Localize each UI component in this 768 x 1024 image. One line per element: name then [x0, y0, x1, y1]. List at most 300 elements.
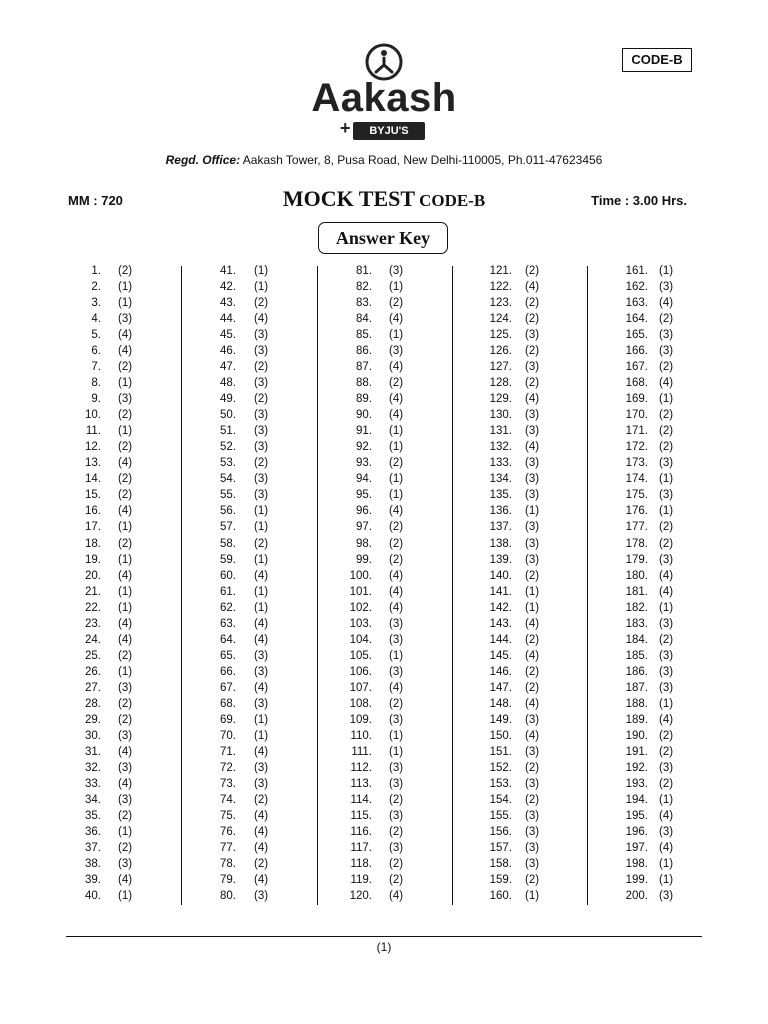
answer-option: (3) [525, 489, 540, 502]
question-number: 22. [85, 601, 101, 614]
answer-option: (2) [254, 858, 269, 871]
answer-option: (4) [389, 361, 404, 374]
answer-option: (3) [118, 393, 133, 406]
answer-option: (3) [254, 697, 269, 710]
question-number: 131. [489, 425, 512, 438]
question-number: 67. [220, 681, 236, 694]
column-divider [181, 266, 182, 905]
column-divider [587, 266, 588, 905]
question-number: 76. [220, 826, 236, 839]
answer-option: (2) [118, 842, 133, 855]
registered-office-line [0, 153, 768, 167]
question-number: 166. [625, 345, 648, 358]
question-number: 83. [356, 297, 372, 310]
question-number: 58. [220, 537, 236, 550]
question-number: 101. [349, 585, 372, 598]
answer-option: (3) [118, 681, 133, 694]
question-number: 89. [356, 393, 372, 406]
question-number: 30. [85, 729, 101, 742]
question-number: 128. [489, 377, 512, 390]
answer-option: (3) [659, 826, 674, 839]
question-number: 139. [489, 553, 512, 566]
question-number: 187. [625, 681, 648, 694]
question-number: 57. [220, 521, 236, 534]
answer-option: (2) [118, 697, 133, 710]
question-number: 197. [625, 842, 648, 855]
answer-option: (2) [525, 313, 540, 326]
answer-option: (3) [525, 329, 540, 342]
answer-option: (1) [389, 329, 404, 342]
question-number: 180. [625, 569, 648, 582]
answer-option: (4) [389, 393, 404, 406]
question-number: 109. [349, 713, 372, 726]
answer-option: (1) [525, 505, 540, 518]
answer-option: (2) [118, 473, 133, 486]
answer-option: (2) [118, 265, 133, 277]
answer-option: (3) [525, 810, 540, 823]
logo-wordmark: Aakash [311, 76, 457, 120]
answer-option: (3) [525, 826, 540, 839]
answer-option: (3) [525, 537, 540, 550]
answer-option: (3) [525, 473, 540, 486]
answer-option: (4) [389, 681, 404, 694]
question-number: 141. [489, 585, 512, 598]
answer-option: (2) [659, 313, 674, 326]
question-number: 81. [356, 265, 372, 277]
question-number: 126. [489, 345, 512, 358]
answer-option: (2) [389, 858, 404, 871]
question-number: 82. [356, 281, 372, 294]
answer-option: (2) [389, 537, 404, 550]
question-number: 130. [489, 409, 512, 422]
question-number: 146. [489, 665, 512, 678]
answer-option: (2) [525, 793, 540, 806]
question-number: 194. [625, 793, 648, 806]
question-number: 93. [356, 457, 372, 470]
regd-office-address: Aakash Tower, 8, Pusa Road, New Delhi-110005, Ph.011-47623456 [240, 153, 603, 167]
question-number: 193. [625, 777, 648, 790]
question-number: 77. [220, 842, 236, 855]
answer-option: (2) [118, 489, 133, 502]
question-number: 121. [489, 265, 512, 277]
question-number: 158. [489, 858, 512, 871]
question-number: 27. [85, 681, 101, 694]
answer-option: (1) [389, 649, 404, 662]
answer-option: (2) [389, 826, 404, 839]
question-number: 50. [220, 409, 236, 422]
answer-option: (2) [659, 441, 674, 454]
question-number: 189. [625, 713, 648, 726]
answer-option: (1) [254, 281, 269, 294]
question-number: 49. [220, 393, 236, 406]
answer-option: (4) [659, 713, 674, 726]
answer-option: (1) [254, 585, 269, 598]
answer-option: (2) [254, 537, 269, 550]
question-number: 185. [625, 649, 648, 662]
answer-option: (3) [525, 745, 540, 758]
question-number: 78. [220, 858, 236, 871]
answer-option: (2) [659, 409, 674, 422]
question-number: 134. [489, 473, 512, 486]
question-number: 84. [356, 313, 372, 326]
answer-option: (2) [118, 713, 133, 726]
question-number: 160. [489, 890, 512, 903]
answer-option: (2) [389, 297, 404, 310]
answer-option: (1) [118, 425, 133, 438]
answer-option: (1) [389, 473, 404, 486]
question-number: 11. [85, 425, 101, 438]
question-number: 136. [489, 505, 512, 518]
code-label-box: CODE-B [622, 48, 692, 72]
question-number: 170. [625, 409, 648, 422]
question-number: 143. [489, 617, 512, 630]
answer-option: (3) [659, 457, 674, 470]
question-number: 74. [220, 793, 236, 806]
question-number: 184. [625, 633, 648, 646]
answer-option: (3) [254, 409, 269, 422]
answer-option: (2) [389, 553, 404, 566]
question-number: 114. [350, 793, 372, 806]
title-main: MOCK TEST [282, 186, 416, 211]
question-number: 178. [625, 537, 648, 550]
answer-option: (4) [659, 377, 674, 390]
question-number: 6. [91, 345, 101, 358]
answer-option: (3) [389, 713, 404, 726]
answer-option: (4) [525, 649, 540, 662]
answer-option: (1) [659, 601, 674, 614]
answer-option: (1) [659, 874, 674, 887]
answer-option: (1) [525, 601, 540, 614]
answer-option: (1) [389, 281, 404, 294]
answer-option: (1) [118, 826, 133, 839]
answer-option: (4) [525, 617, 540, 630]
answer-option: (3) [118, 313, 133, 326]
answer-option: (3) [525, 842, 540, 855]
answer-option: (2) [118, 441, 133, 454]
question-number: 161. [625, 265, 648, 277]
question-number: 38. [85, 858, 101, 871]
question-number: 87. [356, 361, 372, 374]
column-divider [452, 266, 453, 905]
answer-option: (3) [525, 521, 540, 534]
question-number: 39. [85, 874, 101, 887]
answer-option: (4) [659, 569, 674, 582]
answer-option: (2) [659, 745, 674, 758]
question-number: 108. [349, 697, 372, 710]
answer-option: (1) [659, 265, 674, 277]
question-number: 96. [356, 505, 372, 518]
question-number: 119. [350, 874, 372, 887]
question-number: 124. [489, 313, 512, 326]
answer-option: (4) [254, 810, 269, 823]
question-number: 52. [220, 441, 236, 454]
answer-option: (3) [254, 345, 269, 358]
answer-option: (3) [525, 361, 540, 374]
question-number: 168. [625, 377, 648, 390]
question-number: 41. [220, 265, 236, 277]
answer-option: (4) [254, 617, 269, 630]
answer-option: (2) [525, 265, 540, 277]
answer-option: (2) [254, 297, 269, 310]
question-number: 104. [349, 633, 372, 646]
answer-option: (2) [389, 377, 404, 390]
question-number: 2. [91, 281, 101, 294]
answer-option: (4) [525, 281, 540, 294]
question-number: 97. [356, 521, 372, 534]
question-number: 144. [489, 633, 512, 646]
answer-option: (2) [254, 393, 269, 406]
question-number: 103. [349, 617, 372, 630]
question-number: 140. [489, 569, 512, 582]
answer-option: (1) [254, 601, 269, 614]
answer-option: (4) [118, 345, 133, 358]
question-number: 51. [220, 425, 236, 438]
answer-option: (3) [118, 729, 133, 742]
question-number: 149. [489, 713, 512, 726]
question-number: 34. [85, 793, 101, 806]
question-number: 118. [350, 858, 372, 871]
question-number: 66. [220, 665, 236, 678]
time-duration: Time : 3.00 Hrs. [591, 193, 687, 208]
question-number: 196. [625, 826, 648, 839]
footer-rule [66, 936, 702, 937]
answer-option: (1) [254, 265, 269, 277]
max-marks: MM : 720 [68, 193, 123, 208]
question-number: 55. [220, 489, 236, 502]
answer-option: (1) [118, 585, 133, 598]
question-number: 3. [91, 297, 101, 310]
question-number: 120. [349, 890, 372, 903]
answer-option: (2) [118, 361, 133, 374]
question-number: 79. [220, 874, 236, 887]
answer-option: (2) [659, 521, 674, 534]
answer-option: (1) [659, 697, 674, 710]
question-number: 1. [91, 265, 101, 277]
answer-option: (2) [659, 425, 674, 438]
question-number: 59. [220, 553, 236, 566]
answer-option: (3) [118, 761, 133, 774]
answer-option: (3) [659, 329, 674, 342]
question-number: 88. [356, 377, 372, 390]
question-number: 73. [220, 777, 236, 790]
answer-option: (3) [659, 553, 674, 566]
question-number: 16. [85, 505, 101, 518]
question-number: 75. [220, 810, 236, 823]
question-number: 151. [489, 745, 512, 758]
question-number: 69. [220, 713, 236, 726]
question-number: 91. [356, 425, 372, 438]
question-number: 152. [489, 761, 512, 774]
question-number: 28. [85, 697, 101, 710]
answer-option: (4) [659, 842, 674, 855]
answer-option: (1) [389, 489, 404, 502]
answer-option: (4) [389, 313, 404, 326]
answer-option: (1) [389, 729, 404, 742]
answer-option: (3) [659, 281, 674, 294]
answer-option: (1) [118, 281, 133, 294]
answer-option: (4) [389, 505, 404, 518]
question-number: 60. [220, 569, 236, 582]
question-number: 95. [356, 489, 372, 502]
answer-option: (1) [254, 729, 269, 742]
question-number: 63. [220, 617, 236, 630]
question-number: 40. [85, 890, 101, 903]
answer-option: (3) [389, 633, 404, 646]
answer-option: (2) [118, 537, 133, 550]
question-number: 156. [489, 826, 512, 839]
answer-option: (4) [118, 457, 133, 470]
question-number: 54. [220, 473, 236, 486]
question-number: 33. [85, 777, 101, 790]
page-title [234, 186, 534, 212]
question-number: 13. [85, 457, 101, 470]
answer-option: (1) [254, 521, 269, 534]
question-number: 172. [625, 441, 648, 454]
question-number: 15. [85, 489, 101, 502]
answer-option: (2) [659, 537, 674, 550]
question-number: 188. [625, 697, 648, 710]
answer-option: (4) [254, 569, 269, 582]
question-number: 190. [625, 729, 648, 742]
question-number: 72. [220, 761, 236, 774]
question-number: 46. [220, 345, 236, 358]
answer-option: (1) [118, 521, 133, 534]
answer-option: (2) [118, 409, 133, 422]
answer-option: (3) [254, 473, 269, 486]
question-number: 148. [489, 697, 512, 710]
question-number: 105. [349, 649, 372, 662]
answer-option: (4) [254, 842, 269, 855]
answer-option: (2) [659, 633, 674, 646]
question-number: 61. [220, 585, 236, 598]
answer-option: (2) [659, 777, 674, 790]
question-number: 163. [625, 297, 648, 310]
question-number: 23. [85, 617, 101, 630]
answer-option: (3) [254, 777, 269, 790]
question-number: 44. [220, 313, 236, 326]
column-divider [317, 266, 318, 905]
question-number: 135. [489, 489, 512, 502]
question-number: 29. [85, 713, 101, 726]
answer-option: (2) [118, 649, 133, 662]
question-number: 176. [625, 505, 648, 518]
question-number: 175. [625, 489, 648, 502]
question-number: 65. [220, 649, 236, 662]
question-number: 19. [85, 553, 101, 566]
question-number: 157. [489, 842, 512, 855]
question-number: 71. [220, 745, 236, 758]
answer-option: (3) [254, 489, 269, 502]
question-number: 47. [220, 361, 236, 374]
question-number: 132. [489, 441, 512, 454]
question-number: 98. [356, 537, 372, 550]
answer-option: (2) [118, 810, 133, 823]
question-number: 14. [85, 473, 101, 486]
answer-option: (2) [254, 793, 269, 806]
answer-option: (3) [254, 329, 269, 342]
question-number: 181. [625, 585, 648, 598]
answer-option: (4) [389, 601, 404, 614]
answer-option: (2) [659, 361, 674, 374]
answer-option: (3) [389, 761, 404, 774]
answer-option: (3) [525, 858, 540, 871]
question-number: 127. [489, 361, 512, 374]
question-number: 5. [91, 329, 101, 342]
answer-option: (4) [389, 569, 404, 582]
question-number: 174. [625, 473, 648, 486]
question-number: 115. [350, 810, 372, 823]
question-number: 10. [85, 409, 101, 422]
question-number: 102. [349, 601, 372, 614]
answer-option: (4) [118, 777, 133, 790]
answer-option: (4) [118, 745, 133, 758]
answer-option: (3) [118, 858, 133, 871]
question-number: 183. [625, 617, 648, 630]
question-number: 169. [625, 393, 648, 406]
answer-option: (2) [389, 457, 404, 470]
byjus-logo [340, 118, 430, 142]
answer-option: (1) [659, 793, 674, 806]
question-number: 165. [625, 329, 648, 342]
question-number: 85. [356, 329, 372, 342]
question-number: 117. [350, 842, 372, 855]
question-number: 18. [85, 537, 101, 550]
question-number: 86. [356, 345, 372, 358]
answer-option: (3) [659, 890, 674, 903]
answer-option: (2) [389, 697, 404, 710]
question-number: 68. [220, 697, 236, 710]
question-number: 20. [85, 569, 101, 582]
answer-option: (4) [659, 297, 674, 310]
answer-option: (4) [525, 393, 540, 406]
question-number: 42. [220, 281, 236, 294]
answer-option: (2) [525, 633, 540, 646]
question-number: 4. [91, 313, 101, 326]
question-number: 179. [625, 553, 648, 566]
question-number: 162. [625, 281, 648, 294]
answer-option: (3) [254, 425, 269, 438]
answer-option: (3) [389, 665, 404, 678]
question-number: 90. [356, 409, 372, 422]
question-number: 150. [489, 729, 512, 742]
answer-option: (3) [525, 457, 540, 470]
question-number: 171. [625, 425, 648, 438]
question-number: 53. [220, 457, 236, 470]
byjus-badge: BYJU'S [353, 122, 425, 140]
question-number: 94. [356, 473, 372, 486]
answer-option: (2) [525, 874, 540, 887]
answer-option: (1) [659, 858, 674, 871]
question-number: 56. [220, 505, 236, 518]
answer-option: (3) [389, 777, 404, 790]
answer-option: (1) [118, 297, 133, 310]
answer-option: (2) [525, 377, 540, 390]
question-number: 198. [625, 858, 648, 871]
question-number: 147. [489, 681, 512, 694]
question-number: 80. [220, 890, 236, 903]
answer-option: (2) [525, 665, 540, 678]
question-number: 64. [220, 633, 236, 646]
answer-option: (4) [659, 810, 674, 823]
answer-option: (1) [118, 665, 133, 678]
question-number: 111. [351, 745, 372, 758]
answer-key-heading: Answer Key [318, 222, 448, 254]
question-number: 154. [489, 793, 512, 806]
question-number: 199. [625, 874, 648, 887]
answer-option: (1) [118, 890, 133, 903]
question-number: 43. [220, 297, 236, 310]
answer-option: (2) [659, 729, 674, 742]
